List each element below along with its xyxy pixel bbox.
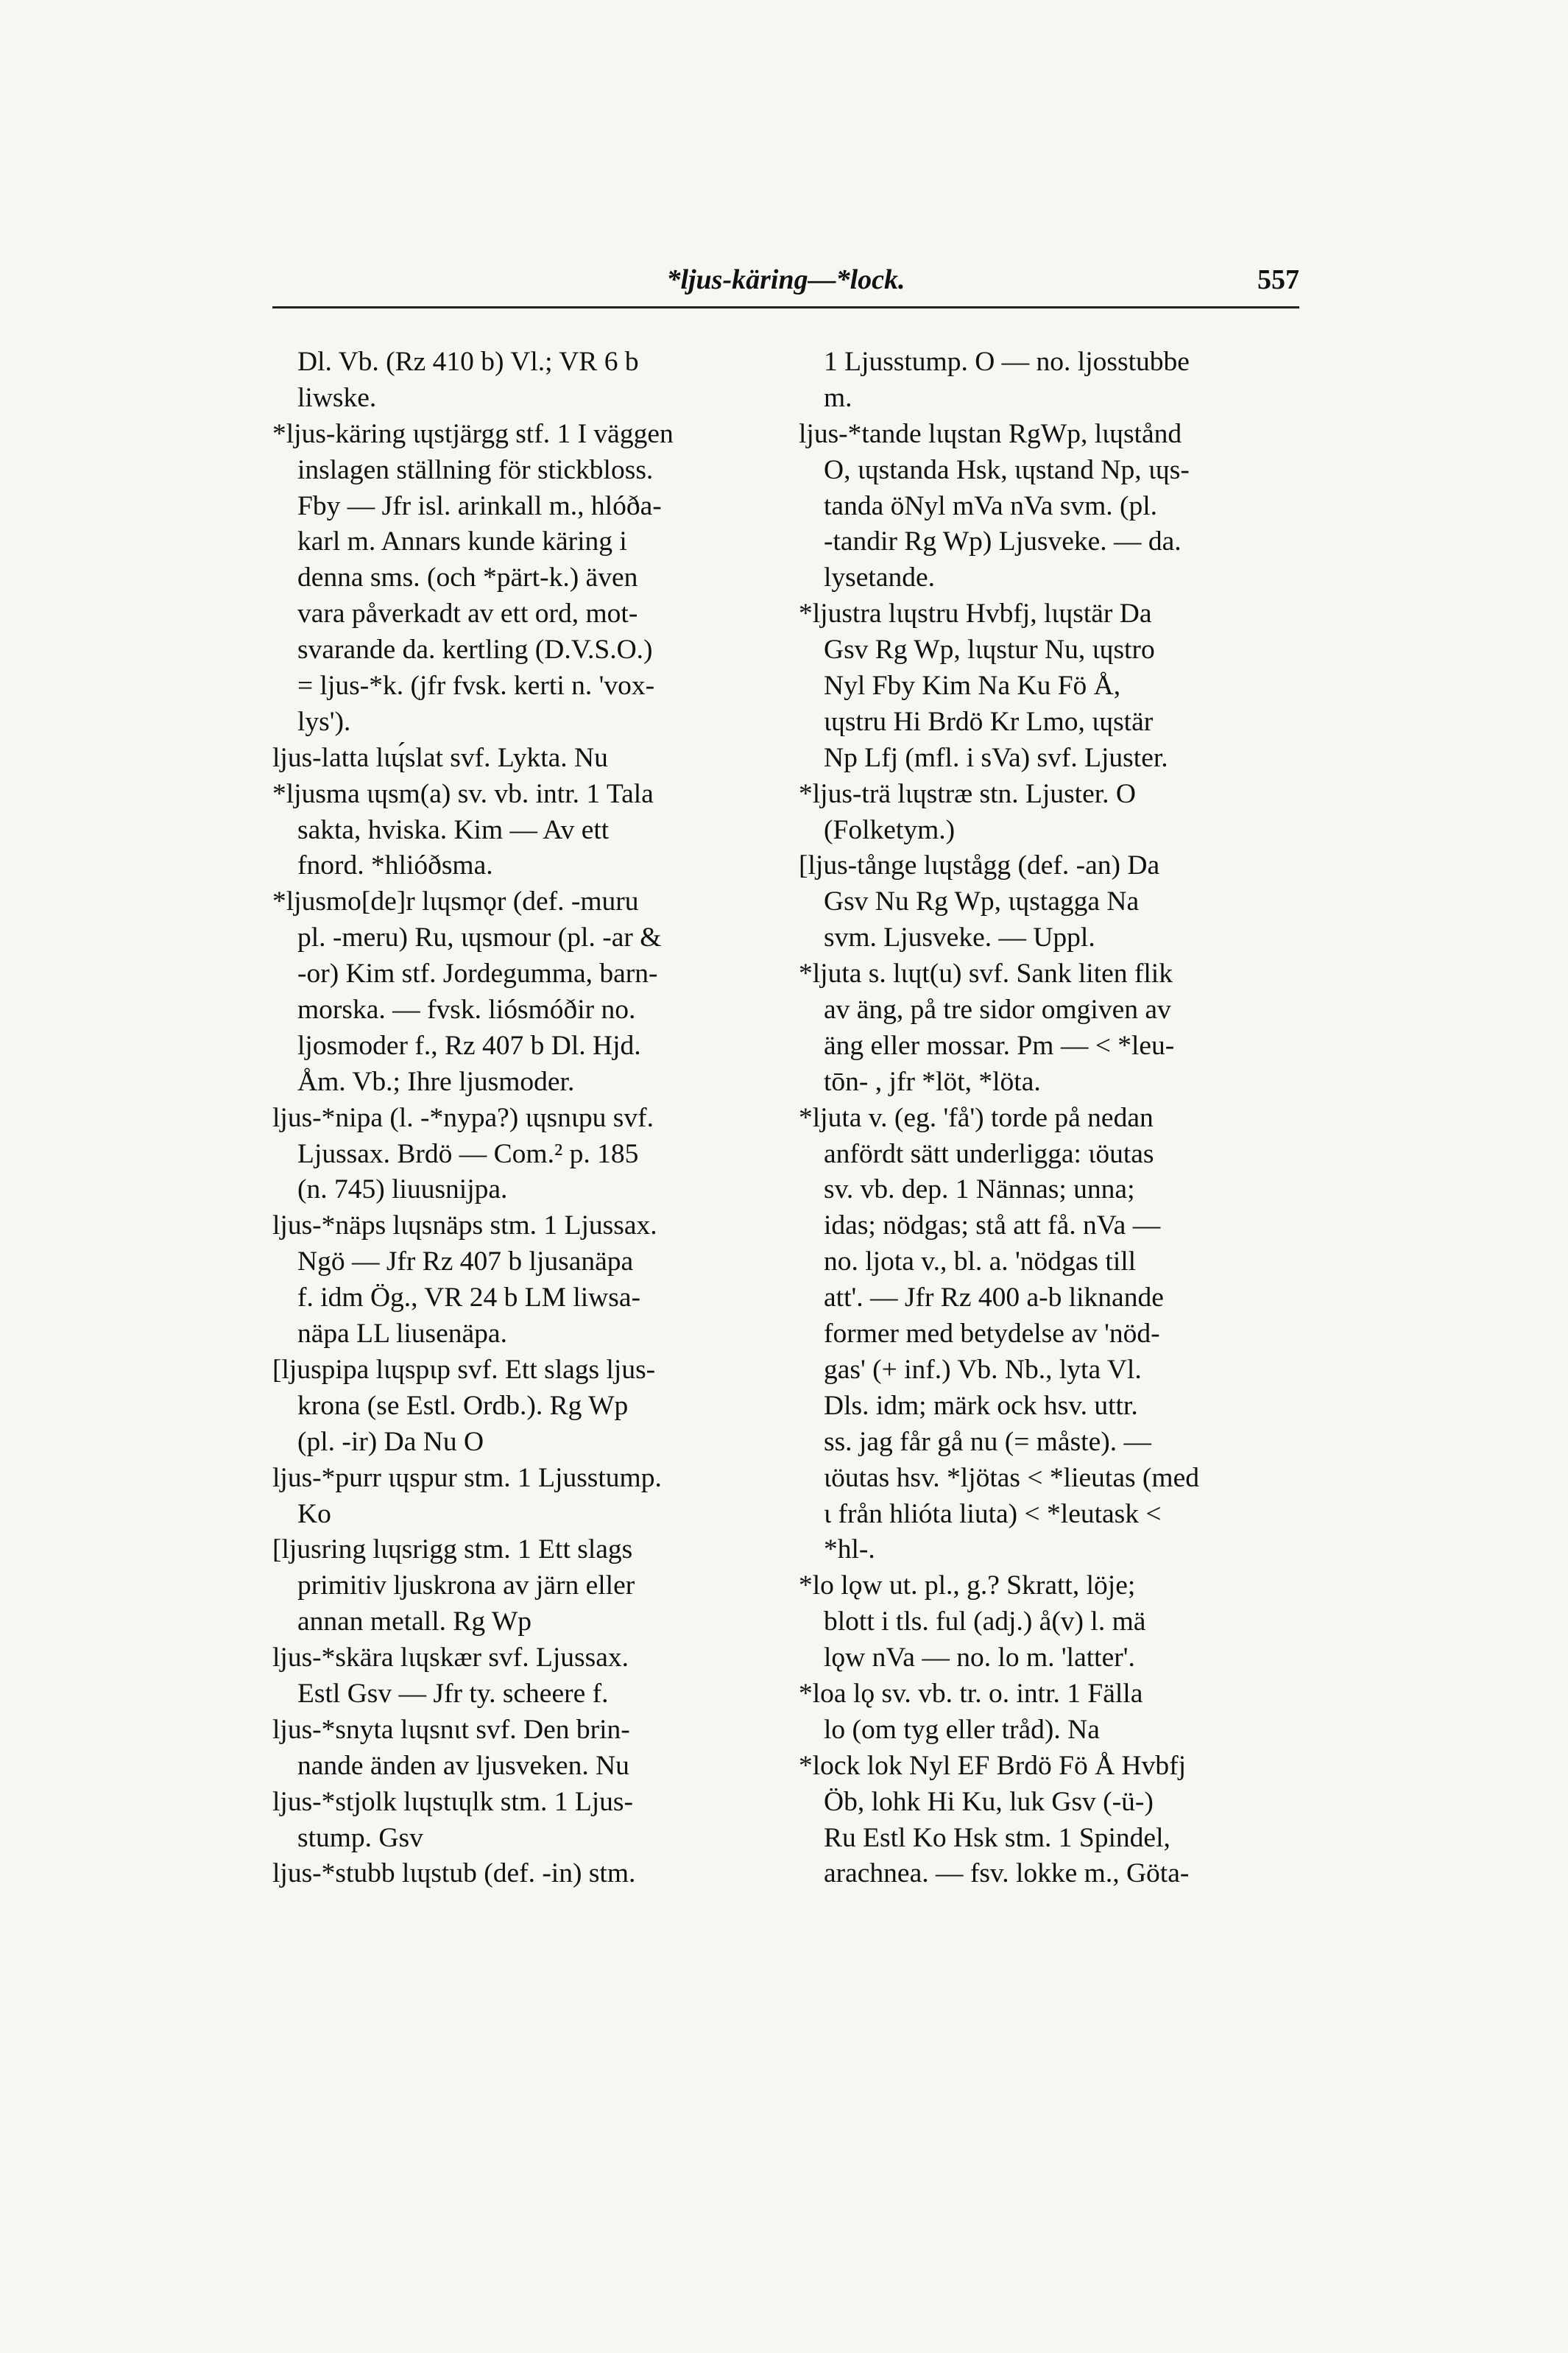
entry-line: näpa LL liusenäpa.: [297, 1319, 507, 1350]
entry-line: ljus-*näps lɩɥsnäps stm. 1 Ljussax.: [272, 1210, 657, 1241]
page-number: 557: [1257, 264, 1299, 295]
entry-line: lysetande.: [824, 562, 935, 593]
entry-line: denna sms. (och *pärt-k.) även: [297, 562, 638, 593]
entry-line: primitiv ljuskrona av järn eller: [297, 1570, 635, 1601]
entry-line: no. ljota v., bl. a. 'nödgas till: [824, 1246, 1137, 1277]
entry-line: lo (om tyg eller tråd). Na: [824, 1714, 1100, 1745]
right-column: [799, 345, 1299, 1892]
entry-line: Nyl Fby Kim Na Ku Fö Å,: [824, 671, 1121, 702]
entry-line: idas; nödgas; stå att få. nVa —: [824, 1210, 1161, 1241]
entry-line: Ko: [297, 1498, 331, 1529]
entry-line: äng eller mossar. Pm — < *leu-: [824, 1030, 1175, 1061]
entry-line: att'. — Jfr Rz 400 a-b liknande: [824, 1283, 1164, 1313]
entry-line: ss. jag får gå nu (= måste). —: [824, 1426, 1151, 1457]
entry-line: f. idm Ög., VR 24 b LM liwsa-: [297, 1283, 640, 1313]
entry-line: (n. 745) liuusnijpa.: [297, 1174, 508, 1205]
entry-line: ljus-*snyta lɩɥsnɩt svf. Den brin-: [272, 1714, 630, 1745]
entry-line: Åm. Vb.; Ihre ljusmoder.: [297, 1066, 575, 1097]
entry-line: Gsv Nu Rg Wp, ɩɥstagga Na: [824, 886, 1140, 917]
entry-line: vara påverkadt av ett ord, mot-: [297, 599, 638, 629]
running-head: [272, 259, 1299, 308]
entry-line: ɩ från hlióta liuta) < *leutask <: [824, 1498, 1162, 1529]
running-title: *ljus-käring—*lock.: [666, 264, 905, 295]
left-column: [272, 345, 758, 1892]
entry-line: [ljuspipa lɩɥspɩp svf. Ett slags ljus-: [272, 1354, 656, 1385]
entry-line: Ngö — Jfr Rz 407 b ljusanäpa: [297, 1246, 634, 1277]
entry-line: ljus-*tande lɩɥstan RgWp, lɩɥstånd: [799, 418, 1182, 449]
entry-line: Estl Gsv — Jfr ty. scheere f.: [297, 1678, 609, 1709]
entry-line: tanda öNyl mVa nVa svm. (pl.: [824, 490, 1158, 521]
entry-line: morska. — fvsk. liósmóðir no.: [297, 995, 636, 1026]
entry-line: ljosmoder f., Rz 407 b Dl. Hjd.: [297, 1030, 641, 1061]
entry-line: svm. Ljusveke. — Uppl.: [824, 922, 1095, 953]
entry-line: av äng, på tre sidor omgiven av: [824, 995, 1171, 1026]
entry-line: *lo lǫw ut. pl., g.? Skratt, löje;: [799, 1570, 1136, 1601]
entry-line: annan metall. Rg Wp: [297, 1606, 532, 1637]
entry-line: tōn- , jfr *löt, *löta.: [824, 1066, 1041, 1097]
entry-line: ljus-*nipa (l. -*nypa?) ɩɥsnɩpu svf.: [272, 1102, 654, 1133]
entry-line: *ljusmo[de]r lɩɥsmǫr (def. -muru: [272, 886, 639, 917]
entry-line: sakta, hviska. Kim — Av ett: [297, 814, 610, 845]
entry-line: *ljus-käring ɩɥstjärgg stf. 1 I väggen: [272, 418, 674, 449]
entry-line: Ljussax. Brdö — Com.² p. 185: [297, 1138, 639, 1169]
entry-line: *ljustra lɩɥstru Hvbfj, lɩɥstär Da: [799, 599, 1152, 629]
entry-line: [ljus-tånge lɩɥstågg (def. -an) Da: [799, 850, 1160, 881]
entry-line: lys').: [297, 706, 351, 737]
entry-line: Np Lfj (mfl. i sVa) svf. Ljuster.: [824, 742, 1168, 773]
entry-line: *ljuta v. (eg. 'få') torde på nedan: [799, 1102, 1154, 1133]
entry-line: Fby — Jfr isl. arinkall m., hlóða-: [297, 490, 662, 521]
entry-line: [ljusring lɩɥsrigg stm. 1 Ett slags: [272, 1534, 633, 1565]
entry-line: *ljuta s. lɩɥt(u) svf. Sank liten flik: [799, 959, 1173, 989]
entry-line: ljus-latta lɩɥ́slat svf. Lykta. Nu: [272, 742, 608, 773]
entry-line: -tandir Rg Wp) Ljusveke. — da.: [824, 526, 1182, 557]
entry-line: former med betydelse av 'nöd-: [824, 1319, 1160, 1350]
entry-line: Ru Estl Ko Hsk stm. 1 Spindel,: [824, 1822, 1170, 1853]
entry-line: (Folketym.): [824, 814, 956, 845]
entry-line: blott i tls. ful (adj.) å(v) l. mä: [824, 1606, 1146, 1637]
entry-line: svarande da. kertling (D.V.S.O.): [297, 635, 653, 666]
entry-line: *loa lǫ sv. vb. tr. o. intr. 1 Fälla: [799, 1678, 1143, 1709]
entry-line: Öb, lohk Hi Ku, luk Gsv (-ü-): [824, 1786, 1154, 1817]
entry-line: gas' (+ inf.) Vb. Nb., lyta Vl.: [824, 1354, 1142, 1385]
entry-line: ljus-*stubb lɩɥstub (def. -in) stm.: [272, 1858, 636, 1889]
entry-line: -or) Kim stf. Jordegumma, barn-: [297, 959, 658, 989]
entry-line: Dl. Vb. (Rz 410 b) Vl.; VR 6 b: [297, 347, 639, 377]
entry-line: ljus-*skära lɩɥskær svf. Ljussax.: [272, 1643, 629, 1673]
entry-line: sv. vb. dep. 1 Nännas; unna;: [824, 1174, 1135, 1205]
entry-line: arachnea. — fsv. lokke m., Göta-: [824, 1858, 1190, 1889]
entry-line: anfördt sätt underligga: ɩöutas: [824, 1138, 1154, 1169]
entry-line: lǫw nVa — no. lo m. 'latter'.: [824, 1643, 1135, 1673]
entry-line: *lock lok Nyl EF Brdö Fö Å Hvbfj: [799, 1750, 1187, 1781]
entry-line: *ljus-trä lɩɥstræ stn. Ljuster. O: [799, 778, 1136, 809]
entry-line: *ljusma ɩɥsm(a) sv. vb. intr. 1 Tala: [272, 778, 654, 809]
entry-line: ɩɥstru Hi Brdö Kr Lmo, ɩɥstär: [824, 706, 1154, 737]
entry-line: Dls. idm; märk ock hsv. uttr.: [824, 1390, 1138, 1421]
entry-line: (pl. -ir) Da Nu O: [297, 1426, 484, 1457]
entry-line: pl. -meru) Ru, ɩɥsmour (pl. -ar &: [297, 922, 662, 953]
entry-line: Gsv Rg Wp, lɩɥstur Nu, ɩɥstro: [824, 635, 1155, 666]
entry-line: liwske.: [297, 382, 377, 413]
entry-line: karl m. Annars kunde käring i: [297, 526, 627, 557]
entry-line: ɩöutas hsv. *ljötas < *lieutas (med: [824, 1462, 1199, 1493]
entry-line: ljus-*purr ɩɥspur stm. 1 Ljusstump.: [272, 1462, 662, 1493]
entry-line: O, ɩɥstanda Hsk, ɩɥstand Np, ɩɥs-: [824, 454, 1190, 485]
entry-line: 1 Ljusstump. O — no. ljosstubbe: [824, 347, 1190, 377]
entry-line: m.: [824, 382, 852, 413]
entry-line: inslagen ställning för stickbloss.: [297, 454, 654, 485]
entry-line: = ljus-*k. (jfr fvsk. kerti n. 'vox-: [297, 671, 655, 702]
entry-line: fnord. *hlióðsma.: [297, 850, 493, 881]
entry-line: *hl-.: [824, 1534, 875, 1565]
entry-line: ljus-*stjolk lɩɥstɩɥlk stm. 1 Ljus-: [272, 1786, 634, 1817]
entry-line: nande änden av ljusveken. Nu: [297, 1750, 629, 1781]
entry-line: krona (se Estl. Ordb.). Rg Wp: [297, 1390, 629, 1421]
entry-line: stump. Gsv: [297, 1822, 423, 1853]
